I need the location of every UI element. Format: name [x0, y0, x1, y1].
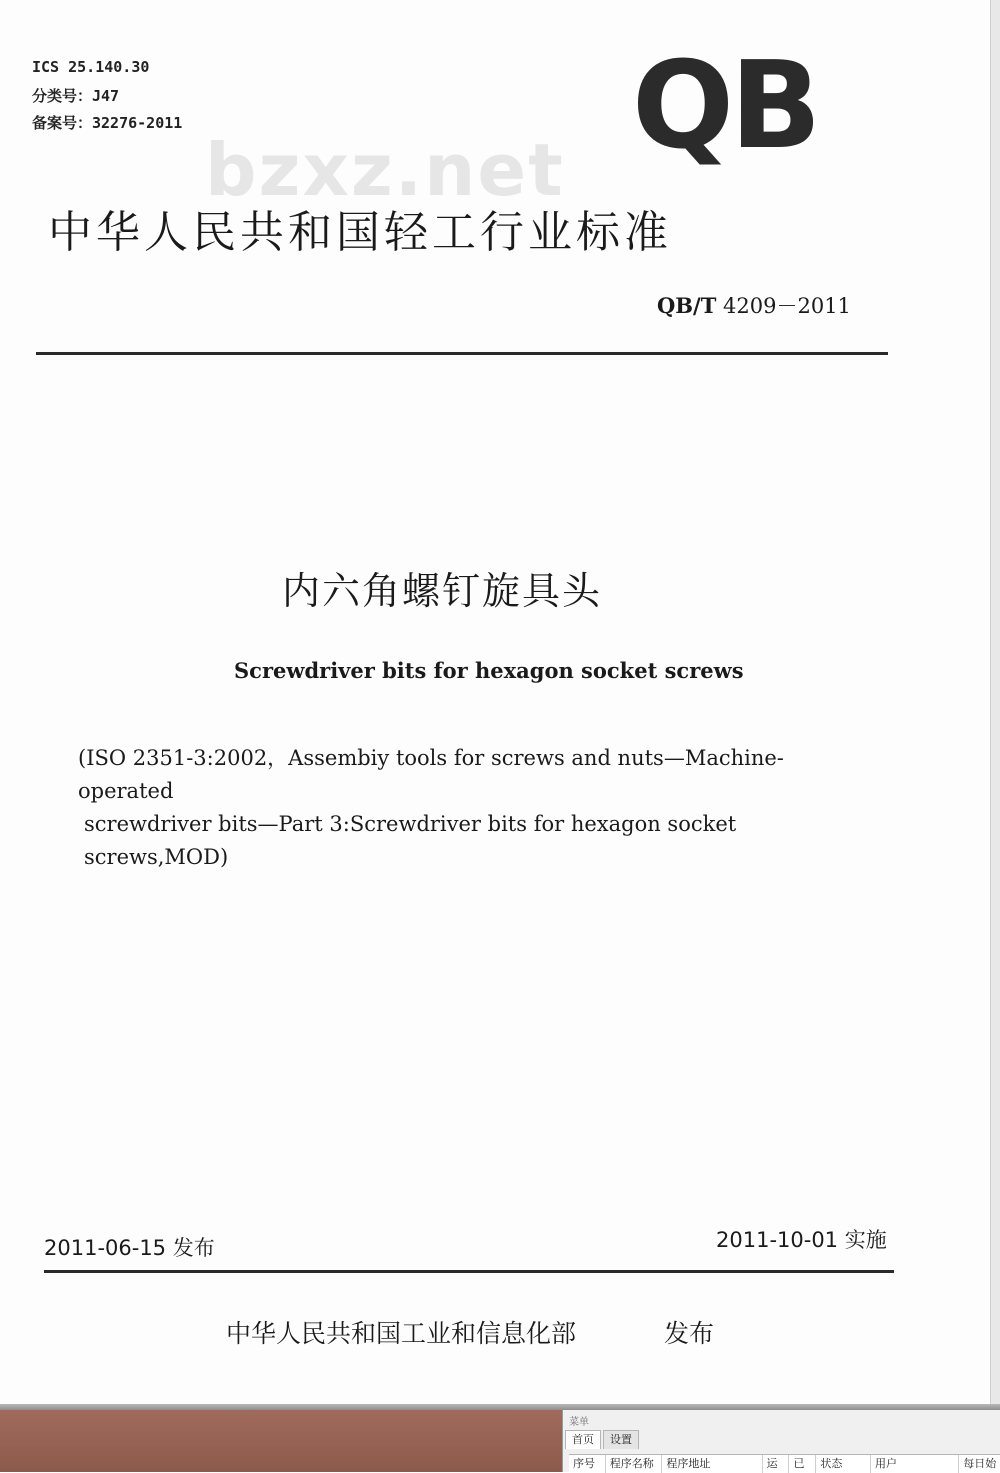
column-header-status[interactable]: 状态: [816, 1455, 871, 1473]
column-header-program-name[interactable]: 程序名称: [606, 1455, 663, 1473]
watermark: bzxz.net: [205, 128, 565, 212]
document-title-chinese: 内六角螺钉旋具头: [282, 569, 603, 613]
publish-verb: 发布: [664, 1319, 715, 1348]
menu-label[interactable]: 菜单: [569, 1417, 589, 1428]
table-header: [569, 1454, 1000, 1473]
app-tabs: [565, 1430, 641, 1449]
column-header-run[interactable]: 运: [763, 1455, 790, 1473]
qb-logo: [632, 37, 827, 176]
bottom-divider: [44, 1270, 894, 1273]
record-number: 备案号：32276-2011: [32, 114, 183, 132]
iso-reference-line-1: (ISO 2351-3:2002，Assembiy tools for screws and nuts—Machine-operated: [78, 746, 784, 803]
standard-code: QB/T: [657, 293, 717, 318]
implement-date: 2011-10-01 实施: [716, 1228, 887, 1252]
document-title-english: Screwdriver bits for hexagon socket screws: [234, 658, 744, 683]
standard-number-value: 4209－2011: [723, 294, 851, 318]
column-header-program-path[interactable]: 程序地址: [662, 1455, 762, 1473]
top-divider: [36, 352, 888, 355]
standard-title: 中华人民共和国轻工行业标准: [48, 207, 672, 258]
publisher: 中华人民共和国工业和信息化部: [226, 1319, 577, 1348]
taskbar-area: [0, 1410, 562, 1472]
column-header-index[interactable]: 序号: [569, 1455, 606, 1473]
publish-date: 2011-06-15 发布: [44, 1236, 215, 1260]
page-edge: [990, 0, 1000, 1404]
program-manager-panel: [562, 1410, 1000, 1472]
tab-settings[interactable]: 设置: [603, 1430, 639, 1449]
tab-home[interactable]: 首页: [565, 1430, 601, 1449]
iso-reference: [78, 742, 878, 874]
classification-number: 分类号：J47: [32, 87, 120, 105]
column-header-user[interactable]: 用户: [871, 1455, 959, 1473]
standard-number: [657, 290, 851, 320]
column-header-daily-start[interactable]: 每日始: [963, 1458, 997, 1470]
ics-code: ICS 25.140.30: [32, 58, 150, 76]
column-header-done[interactable]: 已: [789, 1455, 816, 1473]
qb-logo-text: QB: [632, 37, 818, 176]
iso-reference-line-2: screwdriver bits—Part 3:Screwdriver bits for hexagon socket screws,MOD): [84, 812, 737, 869]
